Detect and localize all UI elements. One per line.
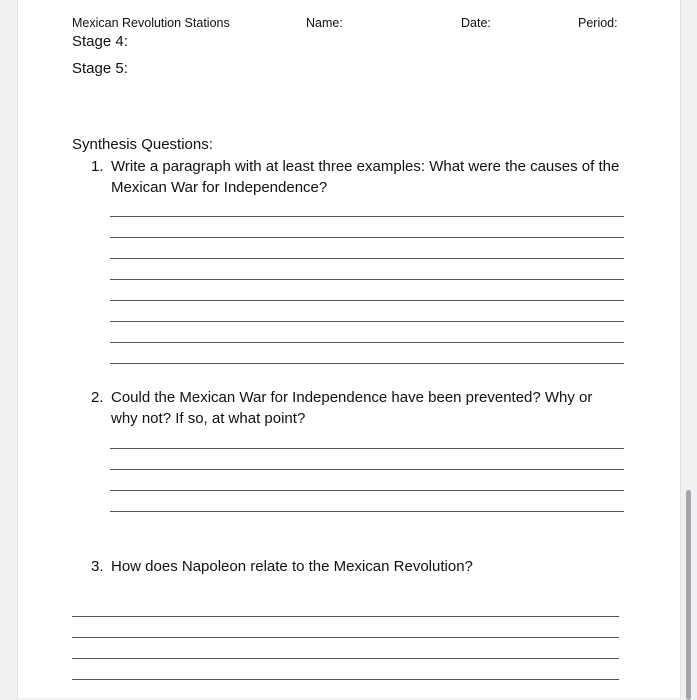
answer-line-q1	[110, 237, 624, 238]
stage-4-label: Stage 4:	[72, 33, 128, 50]
answer-line-q2	[110, 490, 624, 491]
question-1-text-cont: Mexican War for Independence?	[111, 179, 328, 196]
answer-line-q1	[110, 342, 624, 343]
name-label: Name:	[306, 16, 343, 30]
answer-line-q1	[110, 258, 624, 259]
answer-line-q1	[110, 300, 624, 301]
answer-line-q2	[110, 511, 624, 512]
stage-5-label: Stage 5:	[72, 60, 128, 77]
question-2-text-cont: why not? If so, at what point?	[111, 410, 306, 427]
answer-line-q1	[110, 321, 624, 322]
scrollbar-thumb[interactable]	[686, 490, 691, 700]
question-2-number: 2.	[91, 389, 104, 406]
date-label: Date:	[461, 16, 491, 30]
period-label: Period:	[578, 16, 618, 30]
answer-line-q3	[72, 637, 619, 638]
answer-line-q3	[72, 658, 619, 659]
answer-line-q3	[72, 679, 619, 680]
document-title: Mexican Revolution Stations	[72, 16, 230, 30]
question-3-number: 3.	[91, 558, 104, 575]
answer-line-q1	[110, 216, 624, 217]
document-page	[17, 0, 681, 698]
answer-line-q2	[110, 469, 624, 470]
question-2-text: Could the Mexican War for Independence have been prevented? Why or	[111, 389, 593, 406]
answer-line-q2	[110, 448, 624, 449]
question-3-text: How does Napoleon relate to the Mexican Revolution?	[111, 558, 473, 575]
answer-line-q1	[110, 279, 624, 280]
question-1-number: 1.	[91, 158, 104, 175]
synthesis-heading: Synthesis Questions:	[72, 136, 213, 153]
question-1-text: Write a paragraph with at least three examples: What were the causes of the	[111, 158, 620, 175]
answer-line-q1	[110, 363, 624, 364]
answer-line-q3	[72, 616, 619, 617]
